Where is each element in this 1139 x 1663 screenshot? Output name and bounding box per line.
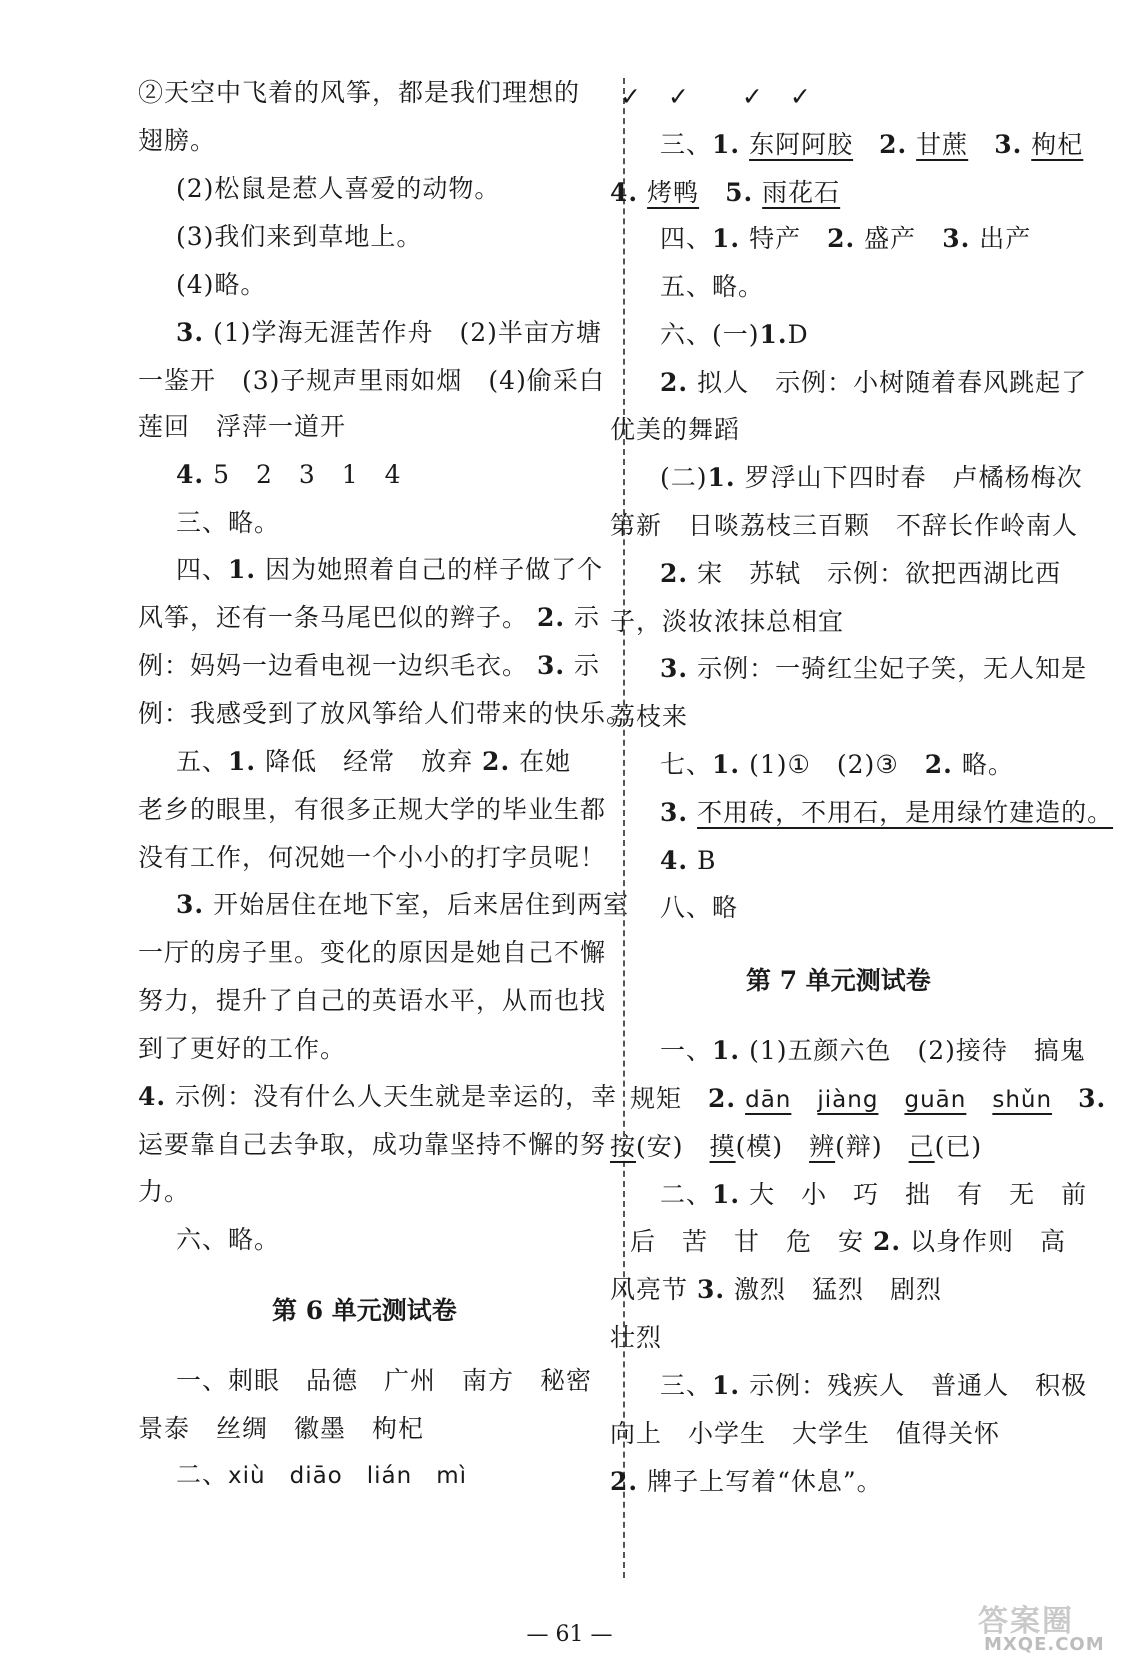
text-line: 六、(一)1.D (660, 320, 809, 349)
text-line: 一鉴开 (3)子规声里雨如烟 (4)偷采白 (138, 366, 605, 395)
text-line: 老乡的眼里，有很多正规大学的毕业生都 (138, 795, 607, 824)
text-line: 七、1. (1)① (2)③ 2. 略。 (660, 750, 1014, 779)
text-line: 六、略。 (176, 1225, 281, 1254)
text-line: 2. 拟人 示例：小树随着春风跳起了 (660, 368, 1088, 397)
text-line: 风筝，还有一条马尾巴似的辫子。 2. 示 (138, 603, 601, 632)
text-line: 4. 示例：没有什么人天生就是幸运的，幸 (138, 1082, 618, 1111)
text-line: 按(安) 摸(模) 辨(辩) 己(已) (610, 1132, 983, 1161)
text-line: 三、1. 东阿阿胶 2. 甘蔗 3. 枸杞 (660, 130, 1084, 159)
text-line: 后 苦 甘 危 安 2. 以身作则 高 (630, 1227, 1067, 1256)
page-number: — 61 — (526, 1622, 613, 1647)
text-line: 运要靠自己去争取，成功靠坚持不懈的努 (138, 1130, 607, 1159)
text-line: 4. 5 2 3 1 4 (176, 460, 402, 489)
text-line: 二、xiù diāo lián mì (176, 1460, 467, 1489)
text-line: 第新 日啖荔枝三百颗 不辞长作岭南人 (610, 511, 1079, 540)
text-line: 八、略 (660, 893, 739, 922)
watermark-logo-text: 答案圈 (978, 1604, 1074, 1639)
text-line: 4. B (660, 846, 717, 875)
text-line: 例：我感受到了放风筝给人们带来的快乐。 (138, 699, 633, 728)
text-line: 力。 (138, 1177, 191, 1206)
text-line: 3. 示例：一骑红尘妃子笑，无人知是 (660, 654, 1088, 683)
text-line: 2. 牌子上写着“休息”。 (610, 1467, 883, 1496)
text-line: 一、刺眼 品德 广州 南方 秘密 (176, 1366, 593, 1395)
text-line: 翅膀。 (138, 126, 217, 155)
text-line: (3)我们来到草地上。 (176, 222, 423, 251)
section-title: 第 6 单元测试卷 (272, 1296, 457, 1325)
text-line: 壮烈 (610, 1323, 663, 1352)
text-line: 努力，提升了自己的英语水平，从而也找 (138, 986, 607, 1015)
text-line: (2)松鼠是惹人喜爱的动物。 (176, 174, 501, 203)
watermark-url: MXQE.COM (984, 1634, 1105, 1655)
text-line: 4. 烤鸭 5. 雨花石 (610, 178, 841, 207)
text-line: 没有工作，何况她一个小小的打字员呢！ (138, 843, 607, 872)
text-line: 优美的舞蹈 (610, 415, 741, 444)
text-line: 二、1. 大 小 巧 拙 有 无 前 (660, 1180, 1088, 1209)
text-line: 风亮节 3. 激烈 猛烈 剧烈 (610, 1275, 943, 1304)
text-line: (4)略。 (176, 270, 267, 299)
text-line: 五、略。 (660, 272, 765, 301)
checkmark-line: ✓ ✓ ✓ ✓ (620, 82, 812, 111)
text-line: 一、1. (1)五颜六色 (2)接待 搞鬼 (660, 1036, 1086, 1065)
text-line: 2. 宋 苏轼 示例：欲把西湖比西 (660, 559, 1062, 588)
text-line: 荔枝来 (610, 702, 689, 731)
text-line: 四、1. 因为她照着自己的样子做了个 (176, 555, 604, 584)
text-line: 3. 开始居住在地下室，后来居住到两室 (176, 890, 630, 919)
text-line: 莲回 浮萍一道开 (138, 412, 347, 441)
watermark-logo (978, 1605, 1128, 1655)
section-title: 第 7 单元测试卷 (746, 966, 931, 995)
text-line: ②天空中飞着的风筝，都是我们理想的 (138, 78, 581, 107)
text-line: (二)1. 罗浮山下四时春 卢橘杨梅次 (660, 463, 1083, 492)
text-line: 到了更好的工作。 (138, 1034, 347, 1063)
text-line: 例：妈妈一边看电视一边织毛衣。 3. 示 (138, 651, 601, 680)
text-line: 向上 小学生 大学生 值得关怀 (610, 1419, 1001, 1448)
text-line: 子，淡妆浓抹总相宜 (610, 607, 845, 636)
text-line: 景泰 丝绸 徽墨 枸杞 (138, 1414, 425, 1443)
text-line: 五、1. 降低 经常 放弃 2. 在她 (176, 747, 572, 776)
text-line: 三、略。 (176, 508, 281, 537)
text-line: 四、1. 特产 2. 盛产 3. 出产 (660, 224, 1032, 253)
text-line: 3. 不用砖，不用石，是用绿竹建造的。 (660, 798, 1114, 827)
text-line: 三、1. 示例：残疾人 普通人 积极 (660, 1371, 1088, 1400)
text-line: 一厅的房子里。变化的原因是她自己不懈 (138, 938, 607, 967)
text-line: 规矩 2. dān jiàng guān shǔn 3. (630, 1084, 1107, 1113)
text-line: 3. (1)学海无涯苦作舟 (2)半亩方塘 (176, 318, 602, 347)
